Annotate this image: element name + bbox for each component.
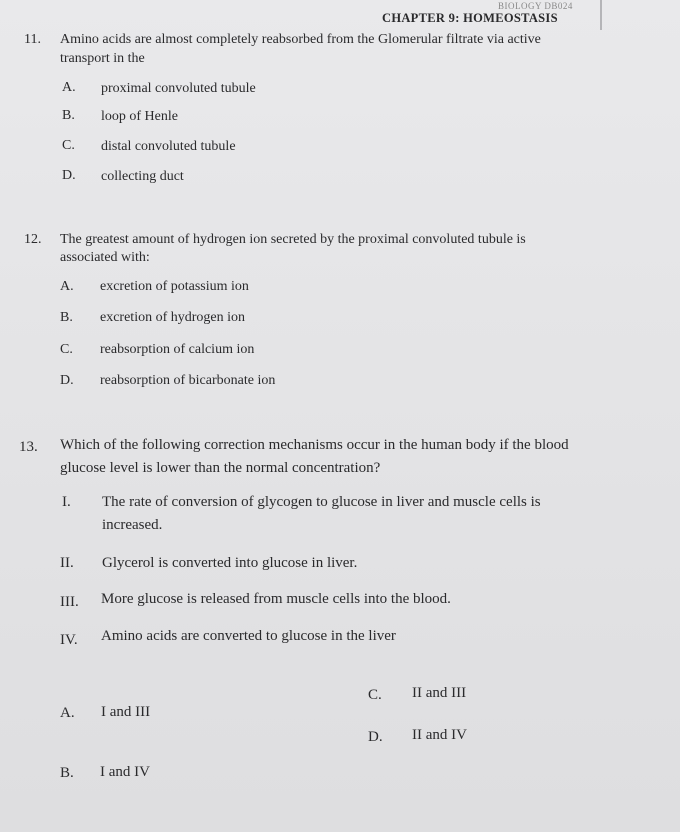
statement-text-line: The rate of conversion of glycogen to glucose in liver and muscle cells is	[102, 494, 541, 510]
option-letter: D.	[368, 729, 383, 745]
option-text: I and III	[101, 704, 151, 720]
option-letter: A.	[60, 279, 74, 294]
question-text-line: transport in the	[60, 51, 145, 66]
statement-text-line: Amino acids are converted to glucose in the liver	[101, 628, 396, 644]
option-text: I and IV	[100, 764, 150, 780]
question-text-line: The greatest amount of hydrogen ion secreted by the proximal convoluted tubule is	[60, 232, 526, 247]
option-letter: D.	[60, 373, 74, 388]
statement-numeral: I.	[62, 494, 71, 510]
option-letter: B.	[60, 765, 74, 781]
statement-text-line: Glycerol is converted into glucose in liver.	[102, 555, 358, 571]
statement-numeral: IV.	[60, 632, 78, 648]
course-code: BIOLOGY DB024	[498, 1, 573, 11]
option-letter: A.	[60, 705, 75, 721]
question-number: 13.	[19, 439, 38, 455]
option-letter: B.	[62, 108, 75, 123]
option-letter: C.	[368, 687, 382, 703]
statement-text-line: increased.	[102, 517, 163, 533]
option-text: II and III	[412, 685, 467, 701]
option-text: excretion of hydrogen ion	[100, 310, 246, 325]
header-divider	[600, 0, 602, 30]
option-letter: C.	[60, 342, 73, 357]
option-text: loop of Henle	[101, 109, 178, 124]
statement-numeral: II.	[60, 555, 74, 571]
question-text-line: Amino acids are almost completely reabsorbed from the Glomerular filtrate via active	[60, 32, 541, 47]
option-text: distal convoluted tubule	[101, 139, 236, 154]
question-text-line: glucose level is lower than the normal concentration?	[60, 460, 381, 476]
question-number: 11.	[24, 32, 41, 47]
option-text: reabsorption of calcium ion	[100, 342, 255, 357]
chapter-title: CHAPTER 9: HOMEOSTASIS	[382, 11, 558, 25]
option-text: proximal convoluted tubule	[101, 81, 256, 96]
question-number: 12.	[24, 232, 42, 247]
question-text-line: Which of the following correction mechanisms occur in the human body if the blood	[60, 437, 569, 453]
option-letter: B.	[60, 310, 73, 325]
option-letter: A.	[62, 80, 76, 95]
option-text: reabsorption of bicarbonate ion	[100, 373, 276, 388]
option-text: II and IV	[412, 727, 467, 743]
option-text: excretion of potassium ion	[100, 279, 249, 294]
option-letter: C.	[62, 138, 75, 153]
statement-numeral: III.	[60, 594, 79, 610]
option-letter: D.	[62, 168, 76, 183]
question-text-line: associated with:	[60, 250, 150, 265]
statement-text-line: More glucose is released from muscle cells into the blood.	[101, 591, 451, 607]
option-text: collecting duct	[101, 169, 184, 184]
